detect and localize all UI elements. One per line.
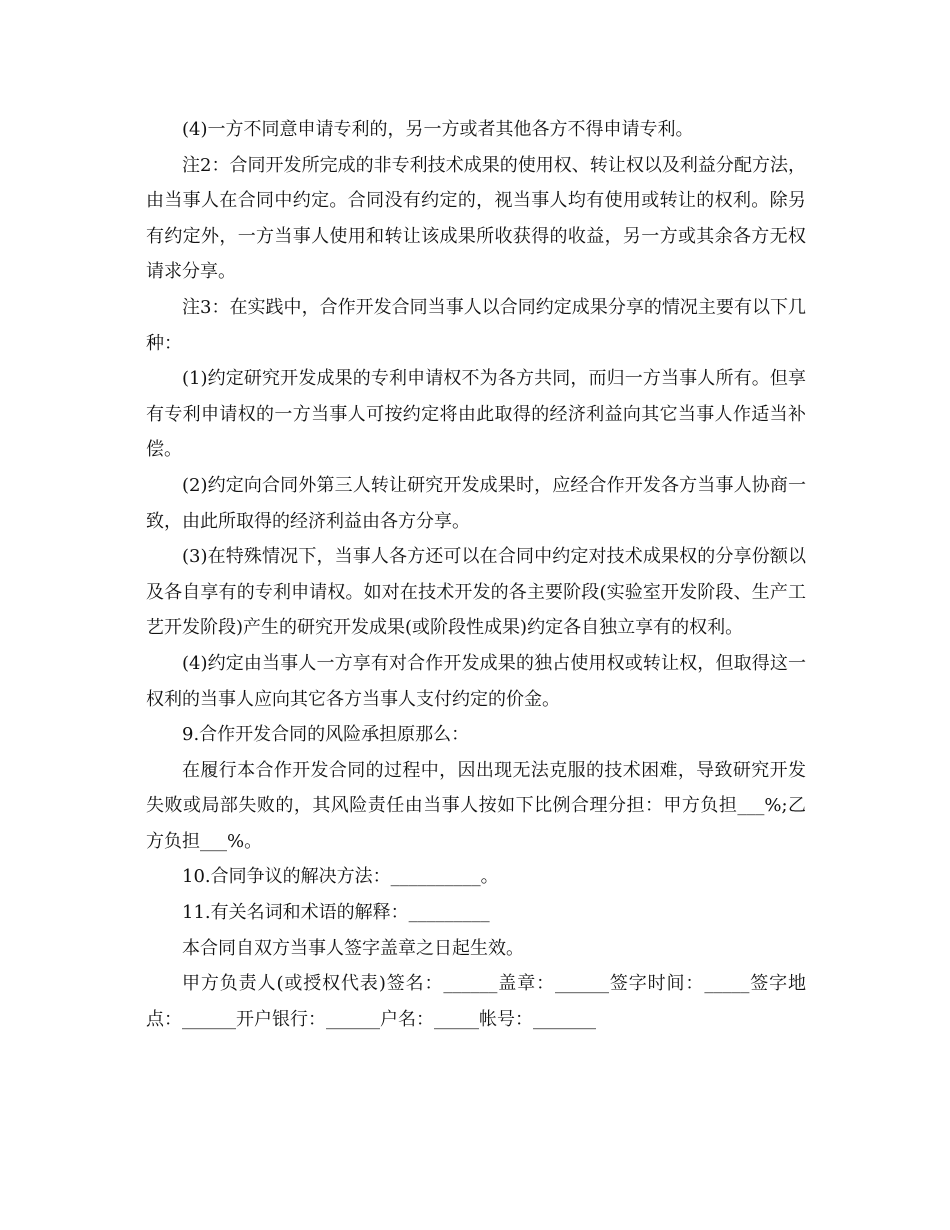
paragraph-note-3: 注3：在实践中，合作开发合同当事人以合同约定成果分享的情况主要有以下几种： bbox=[146, 296, 806, 354]
paragraph-section-10: 10.合同争议的解决方法：__________。 bbox=[182, 866, 499, 888]
paragraph-share-1: (1)约定研究开发成果的专利申请权不为各方共同，而归一方当事人所有。但享有专利申请权的一方当事人可按约定将由此取得的经济利益向其它当事人作适当补偿。 bbox=[146, 368, 806, 461]
paragraph-section-9-body: 在履行本合作开发合同的过程中，因出现无法克服的技术困难，导致研究开发失败或局部失败的，其风险责任由当事人按如下比例合理分担：甲方负担___%;乙方负担___%。 bbox=[146, 759, 806, 852]
paragraph-share-4: (4)约定由当事人一方享有对合作开发成果的独占使用权或转让权，但取得这一权利的当事人应向其它各方当事人支付约定的价金。 bbox=[146, 652, 806, 710]
paragraph-effective-date: 本合同自双方当事人签字盖章之日起生效。 bbox=[182, 937, 524, 959]
document-body bbox=[146, 112, 806, 1037]
paragraph-note-2: 注2：合同开发所完成的非专利技术成果的使用权、转让权以及利益分配方法，由当事人在合同中约定。合同没有约定的，视当事人均有使用或转让的权利。除另有约定外，一方当事人使用和转让该成果所收获得的收益，另一方或其余各方无权请求分享。 bbox=[146, 154, 806, 283]
paragraph-section-11: 11.有关名词和术语的解释：_________ bbox=[182, 902, 490, 924]
paragraph-clause-4-no-patent: (4)一方不同意申请专利的，另一方或者其他各方不得申请专利。 bbox=[182, 119, 694, 140]
paragraph-share-3: (3)在特殊情况下，当事人各方还可以在合同中约定对技术成果权的分享份额以及各自享有的专利申请权。如对在技术开发的各主要阶段(实验室开发阶段、生产工艺开发阶段)产生的研究开发成果(或阶段性成果)约定各自独立享有的权利。 bbox=[146, 546, 806, 639]
paragraph-section-9-title: 9.合作开发合同的风险承担原那么： bbox=[182, 724, 470, 746]
paragraph-party-a-signature: 甲方负责人(或授权代表)签名：______盖章：______签字时间：_____签字地点：______开户银行：______户名：_____帐号：_______ bbox=[146, 973, 806, 1030]
paragraph-share-2: (2)约定向合同外第三人转让研究开发成果时，应经合作开发各方当事人协商一致，由此所取得的经济利益由各方分享。 bbox=[146, 474, 806, 532]
